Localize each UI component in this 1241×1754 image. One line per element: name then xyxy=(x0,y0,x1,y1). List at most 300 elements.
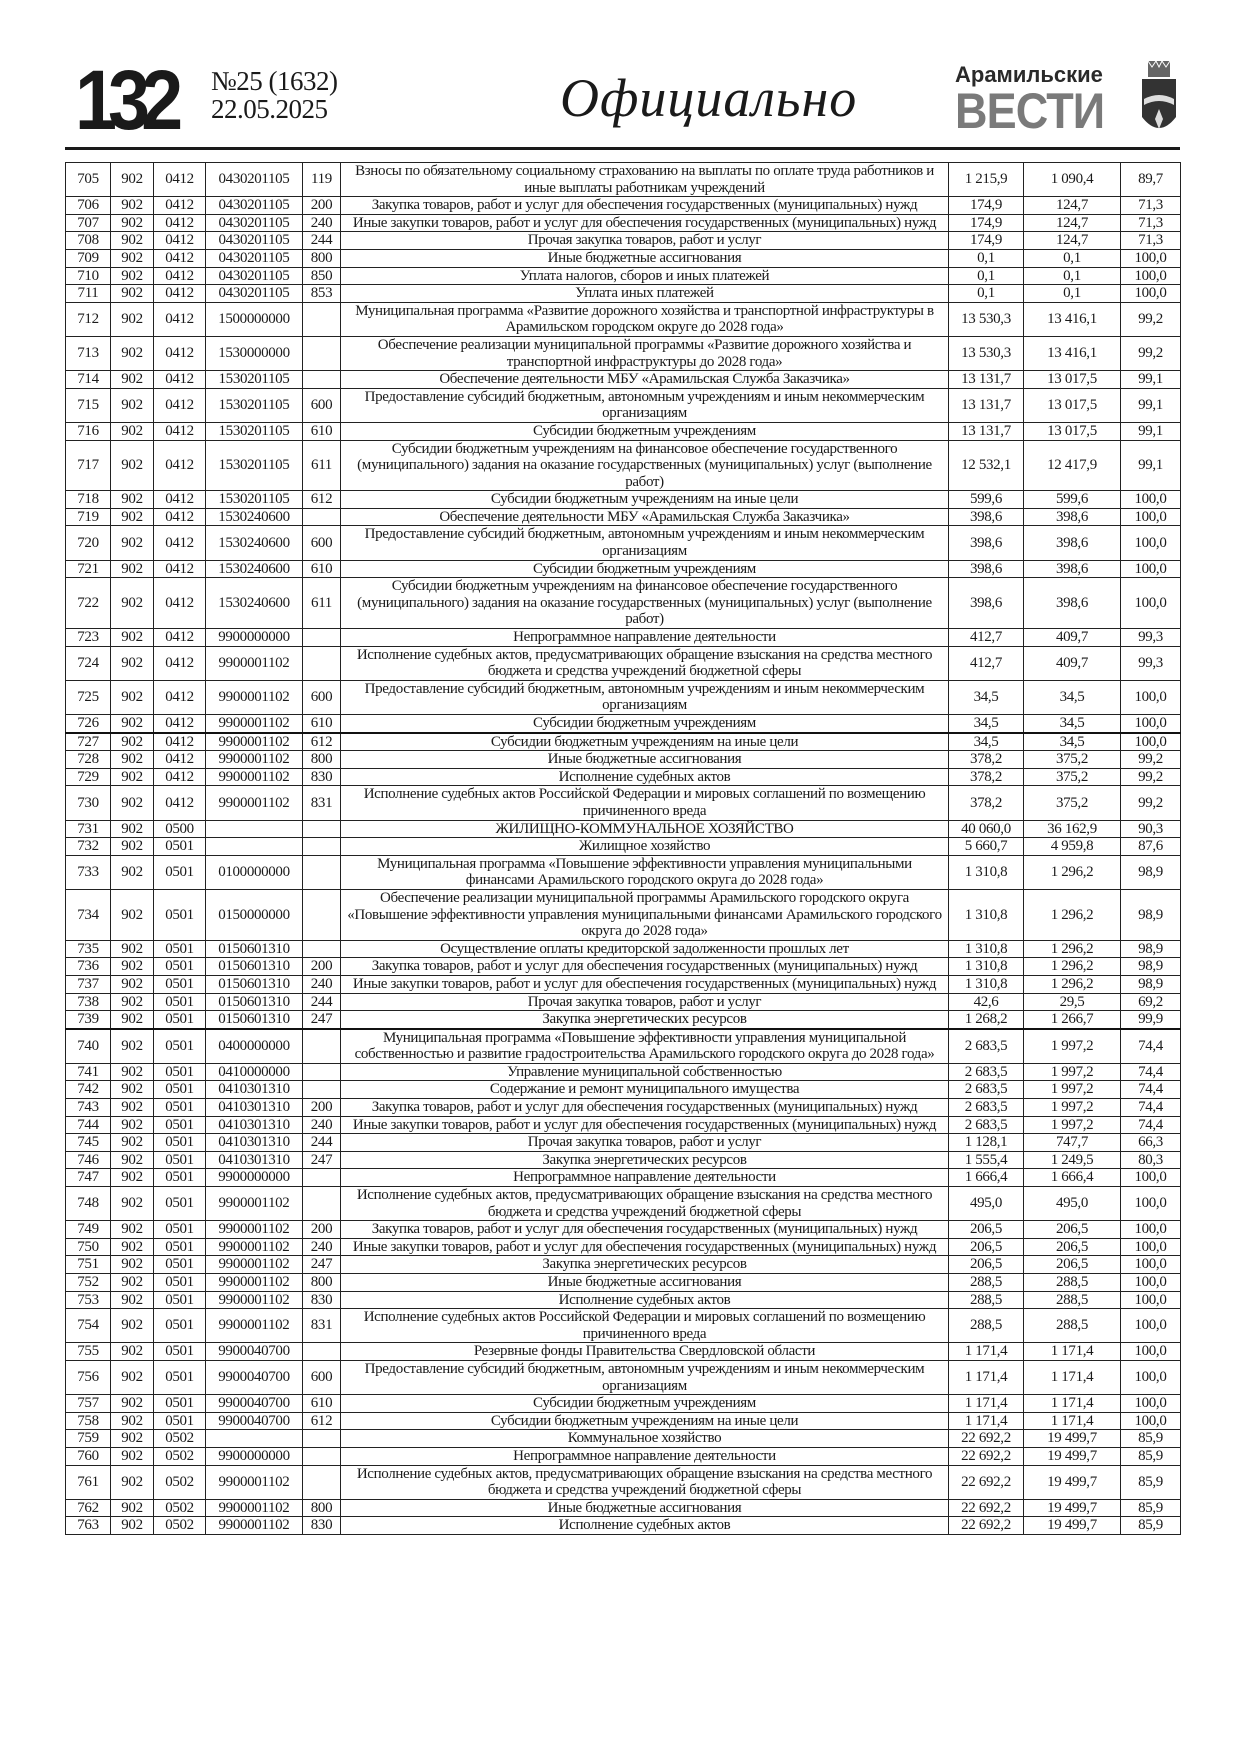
target-article: 9900001102 xyxy=(206,786,303,820)
description: Содержание и ремонт муниципального имущества xyxy=(341,1081,949,1099)
target-article xyxy=(206,820,303,838)
table-row xyxy=(66,889,1181,940)
table-row xyxy=(66,1430,1181,1448)
executed-amount: 19 499,7 xyxy=(1024,1517,1121,1535)
execution-percent: 99,1 xyxy=(1121,371,1181,389)
description: Субсидии бюджетным учреждениям xyxy=(341,422,949,440)
executed-amount: 124,7 xyxy=(1024,232,1121,250)
execution-percent: 99,1 xyxy=(1121,422,1181,440)
executed-amount: 1 171,4 xyxy=(1024,1412,1121,1430)
department-code: 902 xyxy=(111,1029,154,1064)
execution-percent: 74,4 xyxy=(1121,1081,1181,1099)
section-code: 0412 xyxy=(154,197,206,215)
execution-percent: 85,9 xyxy=(1121,1430,1181,1448)
description: Взносы по обязательному социальному страхованию на выплаты по оплате труда работников и иные выплаты работникам учреждений xyxy=(341,163,949,197)
execution-percent: 100,0 xyxy=(1121,560,1181,578)
description: Уплата иных платежей xyxy=(341,285,949,303)
expense-type xyxy=(303,1430,341,1448)
section-code: 0501 xyxy=(154,855,206,889)
department-code: 902 xyxy=(111,751,154,769)
description: Обеспечение деятельности МБУ «Арамильская Служба Заказчика» xyxy=(341,508,949,526)
row-number: 724 xyxy=(66,646,111,680)
row-number: 722 xyxy=(66,578,111,629)
execution-percent: 99,2 xyxy=(1121,786,1181,820)
target-article: 1530240600 xyxy=(206,578,303,629)
table-row xyxy=(66,578,1181,629)
row-number: 712 xyxy=(66,302,111,336)
description: Субсидии бюджетным учреждениям на финансовое обеспечение государственного (муниципального) задания на оказание государственных (муниципальных) услуг (выполнение работ) xyxy=(341,440,949,491)
table-row xyxy=(66,1238,1181,1256)
executed-amount: 13 416,1 xyxy=(1024,336,1121,370)
section-code: 0500 xyxy=(154,820,206,838)
section-code: 0412 xyxy=(154,491,206,509)
planned-amount: 34,5 xyxy=(949,733,1024,751)
page-number: 132 xyxy=(75,53,175,147)
expense-type: 244 xyxy=(303,1134,341,1152)
table-row xyxy=(66,1169,1181,1187)
target-article: 0410301310 xyxy=(206,1116,303,1134)
section-code: 0412 xyxy=(154,232,206,250)
section-code: 0412 xyxy=(154,285,206,303)
target-article: 9900001102 xyxy=(206,768,303,786)
target-article: 0430201105 xyxy=(206,285,303,303)
executed-amount: 599,6 xyxy=(1024,491,1121,509)
department-code: 902 xyxy=(111,285,154,303)
planned-amount: 0,1 xyxy=(949,285,1024,303)
planned-amount: 13 131,7 xyxy=(949,371,1024,389)
planned-amount: 206,5 xyxy=(949,1221,1024,1239)
expense-type xyxy=(303,1081,341,1099)
target-article: 1530201105 xyxy=(206,440,303,491)
description: Предоставление субсидий бюджетным, автономным учреждениям и иным некоммерческим организациям xyxy=(341,526,949,560)
table-row xyxy=(66,768,1181,786)
executed-amount: 1 997,2 xyxy=(1024,1099,1121,1117)
department-code: 902 xyxy=(111,440,154,491)
planned-amount: 42,6 xyxy=(949,993,1024,1011)
table-row xyxy=(66,197,1181,215)
target-article: 1530240600 xyxy=(206,508,303,526)
expense-type: 853 xyxy=(303,285,341,303)
description: Закупка энергетических ресурсов xyxy=(341,1011,949,1029)
department-code: 902 xyxy=(111,1151,154,1169)
description: Исполнение судебных актов Российской Федерации и мировых соглашений по возмещению причиненного вреда xyxy=(341,1309,949,1343)
expense-type xyxy=(303,855,341,889)
executed-amount: 375,2 xyxy=(1024,786,1121,820)
planned-amount: 1 171,4 xyxy=(949,1343,1024,1361)
table-row xyxy=(66,249,1181,267)
expense-type: 612 xyxy=(303,491,341,509)
department-code: 902 xyxy=(111,508,154,526)
row-number: 706 xyxy=(66,197,111,215)
department-code: 902 xyxy=(111,1256,154,1274)
execution-percent: 100,0 xyxy=(1121,1395,1181,1413)
department-code: 902 xyxy=(111,1187,154,1221)
table-row xyxy=(66,1221,1181,1239)
description: Исполнение судебных актов, предусматривающих обращение взыскания на средства местного бюджета и средства учреждений бюджетной сферы xyxy=(341,1465,949,1499)
execution-percent: 100,0 xyxy=(1121,1221,1181,1239)
section-code: 0412 xyxy=(154,508,206,526)
description: Иные закупки товаров, работ и услуг для обеспечения государственных (муниципальных) нужд xyxy=(341,1238,949,1256)
executed-amount: 288,5 xyxy=(1024,1274,1121,1292)
planned-amount: 22 692,2 xyxy=(949,1517,1024,1535)
expense-type: 611 xyxy=(303,440,341,491)
description: Обеспечение деятельности МБУ «Арамильская Служба Заказчика» xyxy=(341,371,949,389)
planned-amount: 13 530,3 xyxy=(949,302,1024,336)
executed-amount: 409,7 xyxy=(1024,629,1121,647)
department-code: 902 xyxy=(111,1274,154,1292)
description: Муниципальная программа «Повышение эффективности управления муниципальной собственностью и развитие градостроительства Арамильского городского округа до 2028 года» xyxy=(341,1029,949,1064)
section-code: 0412 xyxy=(154,422,206,440)
executed-amount: 1 296,2 xyxy=(1024,975,1121,993)
executed-amount: 398,6 xyxy=(1024,526,1121,560)
section-code: 0412 xyxy=(154,526,206,560)
section-code: 0412 xyxy=(154,440,206,491)
row-number: 705 xyxy=(66,163,111,197)
execution-percent: 100,0 xyxy=(1121,733,1181,751)
department-code: 902 xyxy=(111,820,154,838)
row-number: 738 xyxy=(66,993,111,1011)
description: Субсидии бюджетным учреждениям на иные цели xyxy=(341,491,949,509)
expense-type: 612 xyxy=(303,1412,341,1430)
expense-type: 612 xyxy=(303,733,341,751)
executed-amount: 0,1 xyxy=(1024,285,1121,303)
execution-percent: 100,0 xyxy=(1121,1256,1181,1274)
executed-amount: 1 266,7 xyxy=(1024,1011,1121,1029)
executed-amount: 19 499,7 xyxy=(1024,1430,1121,1448)
expense-type: 200 xyxy=(303,1221,341,1239)
section-code: 0501 xyxy=(154,1309,206,1343)
expense-type xyxy=(303,371,341,389)
expense-type: 600 xyxy=(303,388,341,422)
expense-type: 240 xyxy=(303,1238,341,1256)
target-article: 0400000000 xyxy=(206,1029,303,1064)
executed-amount: 398,6 xyxy=(1024,578,1121,629)
table-row xyxy=(66,267,1181,285)
description: Предоставление субсидий бюджетным, автономным учреждениям и иным некоммерческим организациям xyxy=(341,680,949,714)
row-number: 746 xyxy=(66,1151,111,1169)
execution-percent: 100,0 xyxy=(1121,715,1181,733)
section-code: 0412 xyxy=(154,267,206,285)
description: Иные закупки товаров, работ и услуг для обеспечения государственных (муниципальных) нужд xyxy=(341,1116,949,1134)
target-article: 9900000000 xyxy=(206,1169,303,1187)
section-code: 0412 xyxy=(154,388,206,422)
department-code: 902 xyxy=(111,958,154,976)
department-code: 902 xyxy=(111,371,154,389)
description: Иные закупки товаров, работ и услуг для обеспечения государственных (муниципальных) нужд xyxy=(341,214,949,232)
section-code: 0501 xyxy=(154,1291,206,1309)
execution-percent: 100,0 xyxy=(1121,1274,1181,1292)
expense-type: 119 xyxy=(303,163,341,197)
section-code: 0501 xyxy=(154,1395,206,1413)
department-code: 902 xyxy=(111,1343,154,1361)
target-article: 0410000000 xyxy=(206,1063,303,1081)
execution-percent: 100,0 xyxy=(1121,508,1181,526)
planned-amount: 40 060,0 xyxy=(949,820,1024,838)
planned-amount: 34,5 xyxy=(949,715,1024,733)
newspaper-logo xyxy=(955,62,1115,139)
execution-percent: 89,7 xyxy=(1121,163,1181,197)
section-code: 0412 xyxy=(154,733,206,751)
section-code: 0412 xyxy=(154,629,206,647)
execution-percent: 98,9 xyxy=(1121,958,1181,976)
executed-amount: 1 666,4 xyxy=(1024,1169,1121,1187)
row-number: 763 xyxy=(66,1517,111,1535)
section-code: 0501 xyxy=(154,1274,206,1292)
execution-percent: 99,2 xyxy=(1121,336,1181,370)
target-article xyxy=(206,838,303,856)
department-code: 902 xyxy=(111,249,154,267)
planned-amount: 1 171,4 xyxy=(949,1412,1024,1430)
department-code: 902 xyxy=(111,336,154,370)
planned-amount: 174,9 xyxy=(949,197,1024,215)
target-article: 9900001102 xyxy=(206,1238,303,1256)
description: Исполнение судебных актов xyxy=(341,1291,949,1309)
row-number: 748 xyxy=(66,1187,111,1221)
department-code: 902 xyxy=(111,1430,154,1448)
target-article: 9900001102 xyxy=(206,1187,303,1221)
planned-amount: 13 530,3 xyxy=(949,336,1024,370)
expense-type xyxy=(303,1063,341,1081)
section-code: 0501 xyxy=(154,889,206,940)
expense-type xyxy=(303,940,341,958)
planned-amount: 174,9 xyxy=(949,214,1024,232)
table-row xyxy=(66,1465,1181,1499)
table-row xyxy=(66,733,1181,751)
row-number: 731 xyxy=(66,820,111,838)
table-row xyxy=(66,491,1181,509)
department-code: 902 xyxy=(111,1447,154,1465)
description: Прочая закупка товаров, работ и услуг xyxy=(341,1134,949,1152)
executed-amount: 29,5 xyxy=(1024,993,1121,1011)
description: Осуществление оплаты кредиторской задолженности прошлых лет xyxy=(341,940,949,958)
row-number: 721 xyxy=(66,560,111,578)
section-code: 0501 xyxy=(154,1412,206,1430)
executed-amount: 1 171,4 xyxy=(1024,1395,1121,1413)
row-number: 718 xyxy=(66,491,111,509)
department-code: 902 xyxy=(111,1395,154,1413)
planned-amount: 2 683,5 xyxy=(949,1081,1024,1099)
description: Закупка энергетических ресурсов xyxy=(341,1151,949,1169)
section-code: 0501 xyxy=(154,940,206,958)
planned-amount: 1 128,1 xyxy=(949,1134,1024,1152)
row-number: 726 xyxy=(66,715,111,733)
table-row xyxy=(66,940,1181,958)
execution-percent: 74,4 xyxy=(1121,1116,1181,1134)
execution-percent: 98,9 xyxy=(1121,889,1181,940)
table-row xyxy=(66,958,1181,976)
execution-percent: 100,0 xyxy=(1121,1238,1181,1256)
expense-type: 247 xyxy=(303,1151,341,1169)
expense-type: 240 xyxy=(303,214,341,232)
target-article: 9900040700 xyxy=(206,1395,303,1413)
section-code: 0502 xyxy=(154,1517,206,1535)
department-code: 902 xyxy=(111,197,154,215)
target-article: 0150601310 xyxy=(206,940,303,958)
table-row xyxy=(66,751,1181,769)
table-row xyxy=(66,1256,1181,1274)
execution-percent: 100,0 xyxy=(1121,1309,1181,1343)
section-code: 0502 xyxy=(154,1499,206,1517)
description: Обеспечение реализации муниципальной программы «Развитие дорожного хозяйства и транспортной инфраструктуры до 2028 года» xyxy=(341,336,949,370)
planned-amount: 22 692,2 xyxy=(949,1430,1024,1448)
description: Исполнение судебных актов Российской Федерации и мировых соглашений по возмещению причиненного вреда xyxy=(341,786,949,820)
department-code: 902 xyxy=(111,1116,154,1134)
expense-type xyxy=(303,820,341,838)
expense-type: 831 xyxy=(303,1309,341,1343)
section-code: 0501 xyxy=(154,838,206,856)
department-code: 902 xyxy=(111,163,154,197)
expense-type: 610 xyxy=(303,1395,341,1413)
table-row xyxy=(66,1343,1181,1361)
section-code: 0502 xyxy=(154,1430,206,1448)
planned-amount: 1 310,8 xyxy=(949,855,1024,889)
executed-amount: 1 171,4 xyxy=(1024,1360,1121,1394)
executed-amount: 1 090,4 xyxy=(1024,163,1121,197)
department-code: 902 xyxy=(111,629,154,647)
expense-type: 240 xyxy=(303,1116,341,1134)
section-code: 0501 xyxy=(154,1360,206,1394)
execution-percent: 99,2 xyxy=(1121,768,1181,786)
description: Резервные фонды Правительства Свердловской области xyxy=(341,1343,949,1361)
target-article: 9900001102 xyxy=(206,1309,303,1343)
description: Субсидии бюджетным учреждениям xyxy=(341,1395,949,1413)
row-number: 727 xyxy=(66,733,111,751)
expense-type: 831 xyxy=(303,786,341,820)
table-row xyxy=(66,1499,1181,1517)
row-number: 740 xyxy=(66,1029,111,1064)
target-article xyxy=(206,1430,303,1448)
expense-type xyxy=(303,1447,341,1465)
description: Иные бюджетные ассигнования xyxy=(341,1499,949,1517)
planned-amount: 412,7 xyxy=(949,646,1024,680)
executed-amount: 398,6 xyxy=(1024,508,1121,526)
executed-amount: 1 997,2 xyxy=(1024,1116,1121,1134)
table-row xyxy=(66,975,1181,993)
executed-amount: 1 296,2 xyxy=(1024,940,1121,958)
execution-percent: 99,2 xyxy=(1121,302,1181,336)
logo-line1: Арамильские xyxy=(955,62,1103,87)
target-article: 0410301310 xyxy=(206,1099,303,1117)
target-article: 0430201105 xyxy=(206,197,303,215)
section-code: 0501 xyxy=(154,1187,206,1221)
planned-amount: 206,5 xyxy=(949,1256,1024,1274)
executed-amount: 398,6 xyxy=(1024,560,1121,578)
executed-amount: 1 249,5 xyxy=(1024,1151,1121,1169)
execution-percent: 99,3 xyxy=(1121,629,1181,647)
planned-amount: 288,5 xyxy=(949,1291,1024,1309)
planned-amount: 1 171,4 xyxy=(949,1395,1024,1413)
executed-amount: 375,2 xyxy=(1024,751,1121,769)
description: Предоставление субсидий бюджетным, автономным учреждениям и иным некоммерческим организациям xyxy=(341,1360,949,1394)
table-row xyxy=(66,214,1181,232)
expense-type: 600 xyxy=(303,1360,341,1394)
section-code: 0412 xyxy=(154,578,206,629)
expense-type: 244 xyxy=(303,232,341,250)
description: Иные бюджетные ассигнования xyxy=(341,1274,949,1292)
table-row xyxy=(66,1029,1181,1064)
planned-amount: 0,1 xyxy=(949,267,1024,285)
description: ЖИЛИЩНО-КОММУНАЛЬНОЕ ХОЗЯЙСТВО xyxy=(341,820,949,838)
execution-percent: 98,9 xyxy=(1121,940,1181,958)
section-code: 0501 xyxy=(154,1343,206,1361)
executed-amount: 1 997,2 xyxy=(1024,1063,1121,1081)
department-code: 902 xyxy=(111,993,154,1011)
execution-percent: 85,9 xyxy=(1121,1465,1181,1499)
department-code: 902 xyxy=(111,1134,154,1152)
section-code: 0501 xyxy=(154,993,206,1011)
department-code: 902 xyxy=(111,491,154,509)
execution-percent: 90,3 xyxy=(1121,820,1181,838)
expense-type: 600 xyxy=(303,526,341,560)
expense-type: 610 xyxy=(303,560,341,578)
section-code: 0412 xyxy=(154,249,206,267)
planned-amount: 398,6 xyxy=(949,578,1024,629)
executed-amount: 1 997,2 xyxy=(1024,1081,1121,1099)
target-article: 1530201105 xyxy=(206,371,303,389)
executed-amount: 1 296,2 xyxy=(1024,958,1121,976)
executed-amount: 13 017,5 xyxy=(1024,388,1121,422)
description: Закупка энергетических ресурсов xyxy=(341,1256,949,1274)
target-article: 0430201105 xyxy=(206,249,303,267)
execution-percent: 99,1 xyxy=(1121,388,1181,422)
expense-type: 611 xyxy=(303,578,341,629)
section-code: 0501 xyxy=(154,1169,206,1187)
row-number: 711 xyxy=(66,285,111,303)
planned-amount: 2 683,5 xyxy=(949,1099,1024,1117)
section-code: 0502 xyxy=(154,1465,206,1499)
description: Прочая закупка товаров, работ и услуг xyxy=(341,232,949,250)
table-row xyxy=(66,1360,1181,1394)
row-number: 739 xyxy=(66,1011,111,1029)
table-row xyxy=(66,1081,1181,1099)
expense-type xyxy=(303,508,341,526)
issue-info xyxy=(211,67,338,123)
table-row xyxy=(66,1063,1181,1081)
executed-amount: 19 499,7 xyxy=(1024,1465,1121,1499)
department-code: 902 xyxy=(111,1099,154,1117)
execution-percent: 99,1 xyxy=(1121,440,1181,491)
description: Субсидии бюджетным учреждениям xyxy=(341,715,949,733)
description: Предоставление субсидий бюджетным, автономным учреждениям и иным некоммерческим организациям xyxy=(341,388,949,422)
executed-amount: 12 417,9 xyxy=(1024,440,1121,491)
table-row xyxy=(66,1309,1181,1343)
section-code: 0501 xyxy=(154,1063,206,1081)
expense-type: 800 xyxy=(303,1499,341,1517)
target-article: 9900001102 xyxy=(206,751,303,769)
row-number: 716 xyxy=(66,422,111,440)
section-code: 0412 xyxy=(154,680,206,714)
planned-amount: 398,6 xyxy=(949,508,1024,526)
execution-percent: 100,0 xyxy=(1121,1343,1181,1361)
expense-type: 244 xyxy=(303,993,341,1011)
expense-type xyxy=(303,336,341,370)
department-code: 902 xyxy=(111,786,154,820)
row-number: 723 xyxy=(66,629,111,647)
issue-number: №25 (1632) xyxy=(211,66,338,96)
planned-amount: 378,2 xyxy=(949,786,1024,820)
target-article: 0430201105 xyxy=(206,232,303,250)
section-code: 0412 xyxy=(154,302,206,336)
section-code: 0412 xyxy=(154,163,206,197)
execution-percent: 100,0 xyxy=(1121,526,1181,560)
row-number: 709 xyxy=(66,249,111,267)
planned-amount: 288,5 xyxy=(949,1274,1024,1292)
execution-percent: 100,0 xyxy=(1121,1360,1181,1394)
executed-amount: 495,0 xyxy=(1024,1187,1121,1221)
section-code: 0412 xyxy=(154,715,206,733)
section-code: 0501 xyxy=(154,1099,206,1117)
page-header xyxy=(65,55,1180,150)
